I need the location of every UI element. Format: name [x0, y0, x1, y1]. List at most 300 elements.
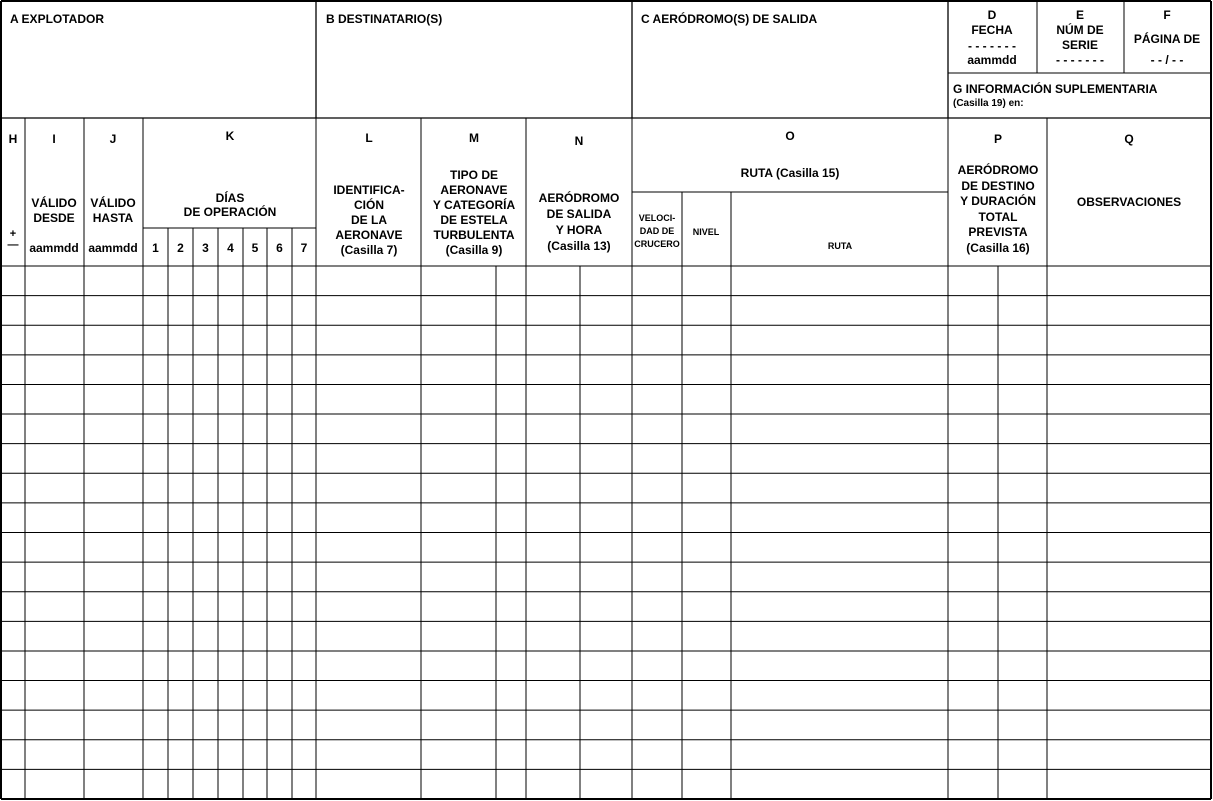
table-cell[interactable] [244, 652, 266, 680]
table-cell[interactable] [527, 445, 579, 473]
table-cell[interactable] [85, 267, 142, 295]
table-cell[interactable] [169, 711, 192, 739]
table-cell[interactable] [317, 563, 420, 591]
table-cell[interactable] [169, 622, 192, 650]
table-cell[interactable] [26, 534, 83, 562]
table-cell[interactable] [169, 770, 192, 798]
table-cell[interactable] [497, 385, 525, 413]
table-cell[interactable] [169, 534, 192, 562]
table-cell[interactable] [999, 326, 1046, 354]
table-cell[interactable] [497, 652, 525, 680]
table-cell[interactable] [144, 385, 167, 413]
table-cell[interactable] [949, 504, 997, 532]
table-cell[interactable] [999, 385, 1046, 413]
table-cell[interactable] [949, 445, 997, 473]
table-cell[interactable] [169, 445, 192, 473]
table-cell[interactable] [497, 356, 525, 384]
table-cell[interactable] [293, 385, 315, 413]
table-cell[interactable] [317, 682, 420, 710]
table-cell[interactable] [732, 652, 947, 680]
table-cell[interactable] [169, 504, 192, 532]
table-cell[interactable] [1048, 504, 1210, 532]
table-cell[interactable] [527, 593, 579, 621]
table-cell[interactable] [293, 267, 315, 295]
table-cell[interactable] [497, 445, 525, 473]
table-cell[interactable] [422, 652, 495, 680]
table-cell[interactable] [2, 652, 24, 680]
table-cell[interactable] [144, 770, 167, 798]
table-cell[interactable] [317, 504, 420, 532]
table-cell[interactable] [633, 563, 681, 591]
table-cell[interactable] [999, 534, 1046, 562]
table-cell[interactable] [683, 622, 730, 650]
table-cell[interactable] [633, 326, 681, 354]
table-cell[interactable] [169, 652, 192, 680]
table-cell[interactable] [497, 770, 525, 798]
table-cell[interactable] [2, 593, 24, 621]
table-cell[interactable] [422, 415, 495, 443]
table-cell[interactable] [293, 534, 315, 562]
table-cell[interactable] [144, 474, 167, 502]
table-cell[interactable] [144, 711, 167, 739]
table-cell[interactable] [268, 267, 291, 295]
table-cell[interactable] [1048, 356, 1210, 384]
table-cell[interactable] [293, 711, 315, 739]
table-cell[interactable] [422, 682, 495, 710]
table-cell[interactable] [683, 563, 730, 591]
table-cell[interactable] [85, 682, 142, 710]
table-cell[interactable] [293, 563, 315, 591]
table-cell[interactable] [949, 267, 997, 295]
table-cell[interactable] [1048, 415, 1210, 443]
table-cell[interactable] [949, 385, 997, 413]
table-cell[interactable] [1048, 267, 1210, 295]
table-cell[interactable] [26, 356, 83, 384]
table-cell[interactable] [244, 445, 266, 473]
table-cell[interactable] [194, 593, 217, 621]
table-cell[interactable] [581, 297, 631, 325]
table-cell[interactable] [244, 741, 266, 769]
table-cell[interactable] [317, 534, 420, 562]
table-cell[interactable] [85, 504, 142, 532]
table-cell[interactable] [633, 474, 681, 502]
table-cell[interactable] [527, 297, 579, 325]
table-cell[interactable] [732, 445, 947, 473]
table-cell[interactable] [317, 326, 420, 354]
table-cell[interactable] [683, 711, 730, 739]
table-cell[interactable] [949, 741, 997, 769]
table-cell[interactable] [244, 504, 266, 532]
table-cell[interactable] [497, 711, 525, 739]
table-cell[interactable] [85, 385, 142, 413]
table-cell[interactable] [293, 741, 315, 769]
table-cell[interactable] [633, 711, 681, 739]
table-cell[interactable] [732, 682, 947, 710]
table-cell[interactable] [683, 415, 730, 443]
table-cell[interactable] [293, 770, 315, 798]
table-cell[interactable] [999, 711, 1046, 739]
table-cell[interactable] [683, 474, 730, 502]
table-cell[interactable] [26, 297, 83, 325]
table-cell[interactable] [26, 593, 83, 621]
table-cell[interactable] [85, 534, 142, 562]
table-cell[interactable] [949, 622, 997, 650]
table-cell[interactable] [169, 682, 192, 710]
table-cell[interactable] [194, 504, 217, 532]
table-cell[interactable] [633, 741, 681, 769]
table-cell[interactable] [1048, 711, 1210, 739]
table-cell[interactable] [422, 297, 495, 325]
table-cell[interactable] [268, 534, 291, 562]
table-cell[interactable] [293, 445, 315, 473]
table-cell[interactable] [732, 297, 947, 325]
table-cell[interactable] [219, 534, 242, 562]
table-cell[interactable] [999, 297, 1046, 325]
table-cell[interactable] [1048, 534, 1210, 562]
table-cell[interactable] [194, 474, 217, 502]
table-cell[interactable] [194, 652, 217, 680]
table-cell[interactable] [633, 770, 681, 798]
table-cell[interactable] [633, 534, 681, 562]
table-cell[interactable] [85, 711, 142, 739]
table-cell[interactable] [527, 534, 579, 562]
table-cell[interactable] [219, 770, 242, 798]
table-cell[interactable] [581, 267, 631, 295]
table-cell[interactable] [581, 504, 631, 532]
table-cell[interactable] [999, 563, 1046, 591]
table-cell[interactable] [422, 741, 495, 769]
table-cell[interactable] [633, 504, 681, 532]
table-cell[interactable] [497, 415, 525, 443]
table-cell[interactable] [497, 297, 525, 325]
table-cell[interactable] [999, 622, 1046, 650]
table-cell[interactable] [999, 445, 1046, 473]
table-cell[interactable] [85, 622, 142, 650]
table-cell[interactable] [144, 415, 167, 443]
table-cell[interactable] [999, 356, 1046, 384]
table-cell[interactable] [2, 563, 24, 591]
table-cell[interactable] [244, 593, 266, 621]
table-cell[interactable] [219, 474, 242, 502]
table-cell[interactable] [422, 474, 495, 502]
table-cell[interactable] [244, 770, 266, 798]
table-cell[interactable] [422, 711, 495, 739]
table-cell[interactable] [2, 504, 24, 532]
table-cell[interactable] [26, 504, 83, 532]
table-cell[interactable] [581, 415, 631, 443]
table-cell[interactable] [527, 770, 579, 798]
table-cell[interactable] [2, 415, 24, 443]
table-cell[interactable] [244, 267, 266, 295]
table-cell[interactable] [422, 504, 495, 532]
table-cell[interactable] [683, 356, 730, 384]
table-cell[interactable] [732, 534, 947, 562]
table-cell[interactable] [169, 267, 192, 295]
table-cell[interactable] [293, 504, 315, 532]
table-cell[interactable] [219, 415, 242, 443]
table-cell[interactable] [422, 356, 495, 384]
table-cell[interactable] [999, 415, 1046, 443]
table-cell[interactable] [683, 652, 730, 680]
table-cell[interactable] [2, 534, 24, 562]
table-cell[interactable] [683, 385, 730, 413]
table-cell[interactable] [268, 652, 291, 680]
table-cell[interactable] [581, 711, 631, 739]
table-cell[interactable] [317, 297, 420, 325]
table-cell[interactable] [949, 770, 997, 798]
table-cell[interactable] [732, 474, 947, 502]
table-cell[interactable] [422, 593, 495, 621]
table-cell[interactable] [999, 593, 1046, 621]
table-cell[interactable] [194, 297, 217, 325]
table-cell[interactable] [527, 415, 579, 443]
table-cell[interactable] [732, 267, 947, 295]
table-cell[interactable] [219, 267, 242, 295]
table-cell[interactable] [219, 297, 242, 325]
table-cell[interactable] [1048, 474, 1210, 502]
table-cell[interactable] [732, 593, 947, 621]
table-cell[interactable] [169, 474, 192, 502]
table-cell[interactable] [2, 622, 24, 650]
table-cell[interactable] [85, 593, 142, 621]
table-cell[interactable] [527, 622, 579, 650]
table-cell[interactable] [633, 385, 681, 413]
table-cell[interactable] [1048, 385, 1210, 413]
table-cell[interactable] [683, 770, 730, 798]
table-cell[interactable] [422, 267, 495, 295]
table-cell[interactable] [219, 682, 242, 710]
table-cell[interactable] [497, 741, 525, 769]
table-cell[interactable] [1048, 297, 1210, 325]
table-cell[interactable] [169, 385, 192, 413]
table-cell[interactable] [26, 445, 83, 473]
table-cell[interactable] [194, 534, 217, 562]
table-cell[interactable] [244, 356, 266, 384]
table-cell[interactable] [633, 682, 681, 710]
table-cell[interactable] [732, 504, 947, 532]
table-cell[interactable] [317, 267, 420, 295]
table-cell[interactable] [633, 415, 681, 443]
table-cell[interactable] [26, 652, 83, 680]
table-cell[interactable] [683, 593, 730, 621]
table-cell[interactable] [683, 682, 730, 710]
table-cell[interactable] [581, 682, 631, 710]
table-cell[interactable] [194, 682, 217, 710]
table-cell[interactable] [244, 534, 266, 562]
table-cell[interactable] [732, 415, 947, 443]
table-cell[interactable] [144, 534, 167, 562]
table-cell[interactable] [1048, 770, 1210, 798]
table-cell[interactable] [268, 741, 291, 769]
table-cell[interactable] [85, 652, 142, 680]
table-cell[interactable] [85, 563, 142, 591]
table-cell[interactable] [144, 593, 167, 621]
table-cell[interactable] [497, 682, 525, 710]
table-cell[interactable] [317, 711, 420, 739]
table-cell[interactable] [527, 652, 579, 680]
table-cell[interactable] [85, 474, 142, 502]
table-cell[interactable] [317, 474, 420, 502]
table-cell[interactable] [26, 682, 83, 710]
table-cell[interactable] [144, 445, 167, 473]
table-cell[interactable] [422, 385, 495, 413]
table-cell[interactable] [26, 415, 83, 443]
table-cell[interactable] [633, 267, 681, 295]
table-cell[interactable] [219, 445, 242, 473]
table-cell[interactable] [581, 770, 631, 798]
table-cell[interactable] [732, 563, 947, 591]
table-cell[interactable] [949, 682, 997, 710]
table-cell[interactable] [169, 563, 192, 591]
table-cell[interactable] [244, 297, 266, 325]
table-cell[interactable] [144, 326, 167, 354]
table-cell[interactable] [169, 741, 192, 769]
table-cell[interactable] [633, 356, 681, 384]
table-cell[interactable] [268, 504, 291, 532]
table-cell[interactable] [219, 385, 242, 413]
table-cell[interactable] [949, 297, 997, 325]
table-cell[interactable] [268, 682, 291, 710]
table-cell[interactable] [527, 474, 579, 502]
table-cell[interactable] [169, 415, 192, 443]
table-cell[interactable] [293, 652, 315, 680]
table-cell[interactable] [194, 445, 217, 473]
table-cell[interactable] [317, 356, 420, 384]
table-cell[interactable] [581, 474, 631, 502]
table-cell[interactable] [293, 622, 315, 650]
table-cell[interactable] [85, 356, 142, 384]
table-cell[interactable] [85, 415, 142, 443]
table-cell[interactable] [633, 622, 681, 650]
table-cell[interactable] [317, 445, 420, 473]
table-cell[interactable] [527, 356, 579, 384]
table-cell[interactable] [949, 474, 997, 502]
table-cell[interactable] [244, 326, 266, 354]
table-cell[interactable] [581, 563, 631, 591]
table-cell[interactable] [293, 682, 315, 710]
table-cell[interactable] [2, 326, 24, 354]
table-cell[interactable] [497, 622, 525, 650]
table-cell[interactable] [194, 326, 217, 354]
table-cell[interactable] [2, 297, 24, 325]
table-cell[interactable] [268, 385, 291, 413]
table-cell[interactable] [497, 326, 525, 354]
table-cell[interactable] [293, 326, 315, 354]
table-cell[interactable] [244, 415, 266, 443]
table-cell[interactable] [1048, 682, 1210, 710]
table-cell[interactable] [683, 267, 730, 295]
table-cell[interactable] [144, 267, 167, 295]
table-cell[interactable] [999, 474, 1046, 502]
table-cell[interactable] [85, 770, 142, 798]
table-cell[interactable] [268, 415, 291, 443]
table-cell[interactable] [527, 741, 579, 769]
table-cell[interactable] [85, 741, 142, 769]
table-cell[interactable] [1048, 741, 1210, 769]
table-cell[interactable] [2, 711, 24, 739]
table-cell[interactable] [633, 445, 681, 473]
table-cell[interactable] [949, 563, 997, 591]
table-cell[interactable] [219, 711, 242, 739]
table-cell[interactable] [497, 563, 525, 591]
table-cell[interactable] [949, 593, 997, 621]
table-cell[interactable] [317, 415, 420, 443]
table-cell[interactable] [1048, 326, 1210, 354]
table-cell[interactable] [144, 741, 167, 769]
table-cell[interactable] [194, 267, 217, 295]
table-cell[interactable] [293, 297, 315, 325]
table-cell[interactable] [144, 682, 167, 710]
table-cell[interactable] [194, 563, 217, 591]
table-cell[interactable] [581, 445, 631, 473]
table-cell[interactable] [144, 504, 167, 532]
table-cell[interactable] [581, 741, 631, 769]
table-cell[interactable] [527, 326, 579, 354]
table-cell[interactable] [144, 297, 167, 325]
table-cell[interactable] [85, 326, 142, 354]
table-cell[interactable] [144, 356, 167, 384]
table-cell[interactable] [26, 267, 83, 295]
table-cell[interactable] [268, 474, 291, 502]
table-cell[interactable] [293, 593, 315, 621]
table-cell[interactable] [219, 652, 242, 680]
table-cell[interactable] [169, 356, 192, 384]
table-cell[interactable] [26, 741, 83, 769]
table-cell[interactable] [268, 593, 291, 621]
table-cell[interactable] [194, 622, 217, 650]
table-cell[interactable] [2, 445, 24, 473]
table-cell[interactable] [683, 297, 730, 325]
table-cell[interactable] [2, 356, 24, 384]
table-cell[interactable] [293, 474, 315, 502]
table-cell[interactable] [144, 622, 167, 650]
table-cell[interactable] [527, 504, 579, 532]
table-cell[interactable] [527, 682, 579, 710]
table-cell[interactable] [527, 385, 579, 413]
table-cell[interactable] [999, 504, 1046, 532]
table-cell[interactable] [219, 741, 242, 769]
table-cell[interactable] [26, 385, 83, 413]
table-cell[interactable] [633, 297, 681, 325]
table-cell[interactable] [244, 682, 266, 710]
table-cell[interactable] [268, 711, 291, 739]
table-cell[interactable] [732, 356, 947, 384]
table-cell[interactable] [219, 563, 242, 591]
table-cell[interactable] [422, 326, 495, 354]
table-cell[interactable] [169, 326, 192, 354]
table-cell[interactable] [317, 385, 420, 413]
table-cell[interactable] [2, 267, 24, 295]
table-cell[interactable] [2, 474, 24, 502]
table-cell[interactable] [268, 622, 291, 650]
table-cell[interactable] [949, 534, 997, 562]
table-cell[interactable] [219, 356, 242, 384]
table-cell[interactable] [2, 385, 24, 413]
table-cell[interactable] [244, 563, 266, 591]
table-cell[interactable] [268, 356, 291, 384]
table-cell[interactable] [293, 356, 315, 384]
table-cell[interactable] [268, 770, 291, 798]
table-cell[interactable] [144, 652, 167, 680]
table-cell[interactable] [1048, 445, 1210, 473]
table-cell[interactable] [2, 682, 24, 710]
table-cell[interactable] [497, 534, 525, 562]
table-cell[interactable] [219, 504, 242, 532]
table-cell[interactable] [268, 563, 291, 591]
table-cell[interactable] [581, 593, 631, 621]
table-cell[interactable] [422, 445, 495, 473]
table-cell[interactable] [949, 415, 997, 443]
